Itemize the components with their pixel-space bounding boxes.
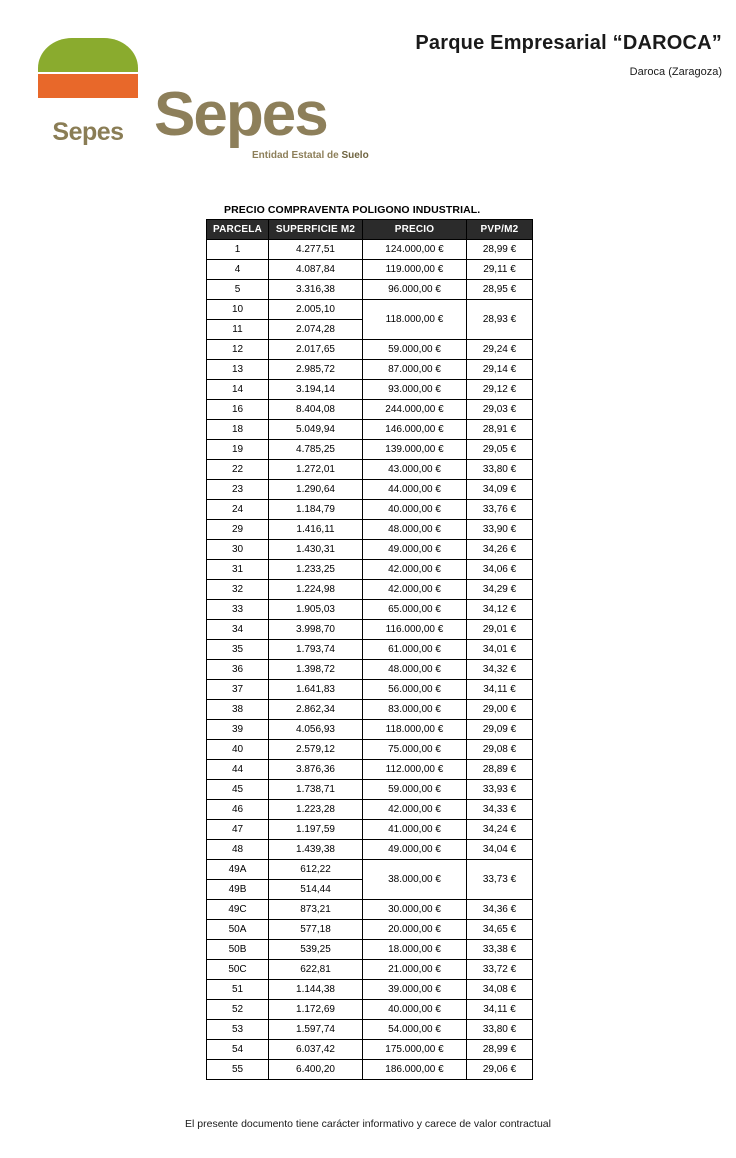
cell-pvp: 34,33 € bbox=[467, 800, 533, 820]
column-header-precio: PRECIO bbox=[363, 220, 467, 240]
cell-parcela: 12 bbox=[207, 340, 269, 360]
cell-precio: 118.000,00 € bbox=[363, 300, 467, 340]
cell-parcela: 50C bbox=[207, 960, 269, 980]
cell-superficie: 3.316,38 bbox=[269, 280, 363, 300]
cell-parcela: 16 bbox=[207, 400, 269, 420]
sepes-logo-wordmark: Sepes bbox=[154, 80, 327, 149]
cell-pvp: 29,05 € bbox=[467, 440, 533, 460]
cell-superficie: 514,44 bbox=[269, 880, 363, 900]
cell-parcela: 30 bbox=[207, 540, 269, 560]
cell-superficie: 1.223,28 bbox=[269, 800, 363, 820]
cell-precio: 48.000,00 € bbox=[363, 520, 467, 540]
cell-pvp: 29,24 € bbox=[467, 340, 533, 360]
cell-precio: 42.000,00 € bbox=[363, 580, 467, 600]
cell-precio: 118.000,00 € bbox=[363, 720, 467, 740]
table-row bbox=[207, 580, 533, 600]
cell-pvp: 34,65 € bbox=[467, 920, 533, 940]
cell-precio: 83.000,00 € bbox=[363, 700, 467, 720]
cell-pvp: 34,04 € bbox=[467, 840, 533, 860]
column-header-parcela: PARCELA bbox=[207, 220, 269, 240]
cell-precio: 42.000,00 € bbox=[363, 800, 467, 820]
cell-precio: 124.000,00 € bbox=[363, 240, 467, 260]
cell-precio: 146.000,00 € bbox=[363, 420, 467, 440]
cell-superficie: 1.233,25 bbox=[269, 560, 363, 580]
cell-parcela: 40 bbox=[207, 740, 269, 760]
cell-precio: 48.000,00 € bbox=[363, 660, 467, 680]
cell-superficie: 1.398,72 bbox=[269, 660, 363, 680]
cell-parcela: 50A bbox=[207, 920, 269, 940]
cell-precio: 87.000,00 € bbox=[363, 360, 467, 380]
table-row bbox=[207, 860, 533, 880]
cell-pvp: 29,09 € bbox=[467, 720, 533, 740]
price-table-section bbox=[206, 204, 532, 1080]
cell-superficie: 4.277,51 bbox=[269, 240, 363, 260]
table-row bbox=[207, 960, 533, 980]
cell-pvp: 34,26 € bbox=[467, 540, 533, 560]
cell-parcela: 55 bbox=[207, 1060, 269, 1080]
table-row bbox=[207, 940, 533, 960]
table-row bbox=[207, 260, 533, 280]
cell-superficie: 6.037,42 bbox=[269, 1040, 363, 1060]
cell-precio: 61.000,00 € bbox=[363, 640, 467, 660]
document-header bbox=[0, 0, 736, 180]
cell-precio: 49.000,00 € bbox=[363, 540, 467, 560]
cell-precio: 116.000,00 € bbox=[363, 620, 467, 640]
cell-parcela: 10 bbox=[207, 300, 269, 320]
cell-superficie: 1.439,38 bbox=[269, 840, 363, 860]
cell-pvp: 28,93 € bbox=[467, 300, 533, 340]
sepes-logo-mark-icon bbox=[38, 38, 138, 114]
cell-superficie: 1.597,74 bbox=[269, 1020, 363, 1040]
cell-superficie: 612,22 bbox=[269, 860, 363, 880]
cell-superficie: 1.430,31 bbox=[269, 540, 363, 560]
table-row bbox=[207, 480, 533, 500]
table-row bbox=[207, 400, 533, 420]
cell-precio: 175.000,00 € bbox=[363, 1040, 467, 1060]
cell-precio: 21.000,00 € bbox=[363, 960, 467, 980]
cell-superficie: 1.738,71 bbox=[269, 780, 363, 800]
cell-superficie: 6.400,20 bbox=[269, 1060, 363, 1080]
cell-superficie: 1.416,11 bbox=[269, 520, 363, 540]
cell-precio: 93.000,00 € bbox=[363, 380, 467, 400]
cell-superficie: 2.862,34 bbox=[269, 700, 363, 720]
cell-superficie: 2.074,28 bbox=[269, 320, 363, 340]
table-row bbox=[207, 920, 533, 940]
cell-parcela: 11 bbox=[207, 320, 269, 340]
cell-parcela: 5 bbox=[207, 280, 269, 300]
table-row bbox=[207, 300, 533, 320]
cell-superficie: 622,81 bbox=[269, 960, 363, 980]
cell-parcela: 13 bbox=[207, 360, 269, 380]
cell-superficie: 1.290,64 bbox=[269, 480, 363, 500]
cell-pvp: 34,24 € bbox=[467, 820, 533, 840]
cell-parcela: 51 bbox=[207, 980, 269, 1000]
table-row bbox=[207, 780, 533, 800]
cell-parcela: 24 bbox=[207, 500, 269, 520]
table-row bbox=[207, 800, 533, 820]
cell-precio: 18.000,00 € bbox=[363, 940, 467, 960]
cell-precio: 119.000,00 € bbox=[363, 260, 467, 280]
cell-pvp: 34,06 € bbox=[467, 560, 533, 580]
table-row bbox=[207, 840, 533, 860]
cell-precio: 40.000,00 € bbox=[363, 500, 467, 520]
cell-parcela: 46 bbox=[207, 800, 269, 820]
cell-parcela: 34 bbox=[207, 620, 269, 640]
cell-precio: 112.000,00 € bbox=[363, 760, 467, 780]
cell-pvp: 28,99 € bbox=[467, 240, 533, 260]
column-header-superficie: SUPERFICIE M2 bbox=[269, 220, 363, 240]
cell-pvp: 34,29 € bbox=[467, 580, 533, 600]
cell-superficie: 4.056,93 bbox=[269, 720, 363, 740]
cell-parcela: 49A bbox=[207, 860, 269, 880]
table-row bbox=[207, 1060, 533, 1080]
cell-pvp: 29,14 € bbox=[467, 360, 533, 380]
cell-pvp: 34,36 € bbox=[467, 900, 533, 920]
cell-parcela: 33 bbox=[207, 600, 269, 620]
cell-pvp: 29,08 € bbox=[467, 740, 533, 760]
table-row bbox=[207, 900, 533, 920]
cell-pvp: 34,09 € bbox=[467, 480, 533, 500]
cell-precio: 96.000,00 € bbox=[363, 280, 467, 300]
cell-superficie: 5.049,94 bbox=[269, 420, 363, 440]
cell-superficie: 3.194,14 bbox=[269, 380, 363, 400]
cell-superficie: 2.985,72 bbox=[269, 360, 363, 380]
table-row bbox=[207, 740, 533, 760]
price-table bbox=[206, 219, 533, 1080]
cell-parcela: 54 bbox=[207, 1040, 269, 1060]
cell-pvp: 33,80 € bbox=[467, 1020, 533, 1040]
cell-pvp: 29,12 € bbox=[467, 380, 533, 400]
cell-precio: 39.000,00 € bbox=[363, 980, 467, 1000]
cell-superficie: 577,18 bbox=[269, 920, 363, 940]
table-row bbox=[207, 540, 533, 560]
table-row bbox=[207, 280, 533, 300]
page-title: Parque Empresarial “DAROCA” bbox=[415, 32, 722, 54]
table-row bbox=[207, 600, 533, 620]
cell-pvp: 34,32 € bbox=[467, 660, 533, 680]
cell-parcela: 35 bbox=[207, 640, 269, 660]
table-row bbox=[207, 660, 533, 680]
cell-parcela: 14 bbox=[207, 380, 269, 400]
cell-parcela: 53 bbox=[207, 1020, 269, 1040]
cell-precio: 56.000,00 € bbox=[363, 680, 467, 700]
cell-parcela: 19 bbox=[207, 440, 269, 460]
cell-pvp: 34,11 € bbox=[467, 680, 533, 700]
cell-precio: 49.000,00 € bbox=[363, 840, 467, 860]
table-row bbox=[207, 640, 533, 660]
cell-precio: 186.000,00 € bbox=[363, 1060, 467, 1080]
cell-parcela: 38 bbox=[207, 700, 269, 720]
table-caption: PRECIO COMPRAVENTA POLIGONO INDUSTRIAL. bbox=[224, 204, 481, 216]
cell-parcela: 52 bbox=[207, 1000, 269, 1020]
cell-parcela: 37 bbox=[207, 680, 269, 700]
cell-pvp: 34,08 € bbox=[467, 980, 533, 1000]
cell-parcela: 39 bbox=[207, 720, 269, 740]
cell-pvp: 33,38 € bbox=[467, 940, 533, 960]
page-subtitle: Daroca (Zaragoza) bbox=[629, 66, 722, 78]
cell-pvp: 34,01 € bbox=[467, 640, 533, 660]
cell-superficie: 1.184,79 bbox=[269, 500, 363, 520]
cell-precio: 54.000,00 € bbox=[363, 1020, 467, 1040]
cell-precio: 40.000,00 € bbox=[363, 1000, 467, 1020]
cell-pvp: 28,99 € bbox=[467, 1040, 533, 1060]
cell-parcela: 45 bbox=[207, 780, 269, 800]
column-header-pvp: PVP/M2 bbox=[467, 220, 533, 240]
cell-pvp: 28,89 € bbox=[467, 760, 533, 780]
cell-superficie: 2.005,10 bbox=[269, 300, 363, 320]
cell-superficie: 1.224,98 bbox=[269, 580, 363, 600]
cell-parcela: 50B bbox=[207, 940, 269, 960]
cell-parcela: 49C bbox=[207, 900, 269, 920]
sepes-logo-subtitle bbox=[252, 150, 369, 161]
cell-superficie: 873,21 bbox=[269, 900, 363, 920]
cell-pvp: 33,90 € bbox=[467, 520, 533, 540]
cell-pvp: 28,95 € bbox=[467, 280, 533, 300]
cell-parcela: 31 bbox=[207, 560, 269, 580]
table-row bbox=[207, 440, 533, 460]
cell-pvp: 34,12 € bbox=[467, 600, 533, 620]
table-row bbox=[207, 560, 533, 580]
price-table-body bbox=[207, 240, 533, 1080]
table-row bbox=[207, 380, 533, 400]
cell-parcela: 1 bbox=[207, 240, 269, 260]
table-row bbox=[207, 360, 533, 380]
cell-superficie: 8.404,08 bbox=[269, 400, 363, 420]
cell-pvp: 28,91 € bbox=[467, 420, 533, 440]
sepes-logo-subtitle-part2: Suelo bbox=[341, 150, 369, 161]
cell-parcela: 22 bbox=[207, 460, 269, 480]
footer-note: El presente documento tiene carácter informativo y carece de valor contractual bbox=[185, 1118, 551, 1130]
cell-precio: 75.000,00 € bbox=[363, 740, 467, 760]
cell-superficie: 1.144,38 bbox=[269, 980, 363, 1000]
cell-parcela: 44 bbox=[207, 760, 269, 780]
cell-precio: 42.000,00 € bbox=[363, 560, 467, 580]
cell-precio: 41.000,00 € bbox=[363, 820, 467, 840]
table-row bbox=[207, 620, 533, 640]
table-row bbox=[207, 340, 533, 360]
table-row bbox=[207, 720, 533, 740]
table-row bbox=[207, 1020, 533, 1040]
cell-pvp: 29,06 € bbox=[467, 1060, 533, 1080]
cell-parcela: 47 bbox=[207, 820, 269, 840]
cell-pvp: 34,11 € bbox=[467, 1000, 533, 1020]
cell-precio: 244.000,00 € bbox=[363, 400, 467, 420]
table-row bbox=[207, 520, 533, 540]
cell-precio: 20.000,00 € bbox=[363, 920, 467, 940]
cell-precio: 65.000,00 € bbox=[363, 600, 467, 620]
cell-superficie: 1.197,59 bbox=[269, 820, 363, 840]
cell-superficie: 1.641,83 bbox=[269, 680, 363, 700]
cell-parcela: 23 bbox=[207, 480, 269, 500]
cell-precio: 139.000,00 € bbox=[363, 440, 467, 460]
cell-superficie: 4.785,25 bbox=[269, 440, 363, 460]
cell-superficie: 539,25 bbox=[269, 940, 363, 960]
cell-parcela: 49B bbox=[207, 880, 269, 900]
cell-superficie: 3.998,70 bbox=[269, 620, 363, 640]
cell-superficie: 1.905,03 bbox=[269, 600, 363, 620]
table-row bbox=[207, 1000, 533, 1020]
cell-superficie: 4.087,84 bbox=[269, 260, 363, 280]
cell-precio: 59.000,00 € bbox=[363, 340, 467, 360]
table-header-row bbox=[207, 220, 533, 240]
cell-pvp: 29,00 € bbox=[467, 700, 533, 720]
sepes-logo bbox=[14, 22, 374, 177]
cell-pvp: 33,93 € bbox=[467, 780, 533, 800]
cell-precio: 38.000,00 € bbox=[363, 860, 467, 900]
cell-precio: 30.000,00 € bbox=[363, 900, 467, 920]
table-row bbox=[207, 1040, 533, 1060]
cell-pvp: 29,11 € bbox=[467, 260, 533, 280]
cell-precio: 44.000,00 € bbox=[363, 480, 467, 500]
cell-pvp: 29,01 € bbox=[467, 620, 533, 640]
table-row bbox=[207, 980, 533, 1000]
cell-pvp: 33,80 € bbox=[467, 460, 533, 480]
table-row bbox=[207, 760, 533, 780]
cell-precio: 43.000,00 € bbox=[363, 460, 467, 480]
cell-superficie: 1.793,74 bbox=[269, 640, 363, 660]
sepes-logo-mark-text: Sepes bbox=[52, 118, 124, 146]
table-row bbox=[207, 460, 533, 480]
cell-parcela: 48 bbox=[207, 840, 269, 860]
cell-superficie: 3.876,36 bbox=[269, 760, 363, 780]
table-row bbox=[207, 500, 533, 520]
cell-superficie: 1.172,69 bbox=[269, 1000, 363, 1020]
cell-parcela: 32 bbox=[207, 580, 269, 600]
sepes-logo-subtitle-part1: Entidad Estatal de bbox=[252, 150, 342, 161]
cell-parcela: 36 bbox=[207, 660, 269, 680]
cell-pvp: 33,72 € bbox=[467, 960, 533, 980]
cell-parcela: 4 bbox=[207, 260, 269, 280]
table-row bbox=[207, 420, 533, 440]
cell-superficie: 2.017,65 bbox=[269, 340, 363, 360]
cell-parcela: 29 bbox=[207, 520, 269, 540]
cell-pvp: 29,03 € bbox=[467, 400, 533, 420]
cell-parcela: 18 bbox=[207, 420, 269, 440]
table-row bbox=[207, 820, 533, 840]
cell-pvp: 33,76 € bbox=[467, 500, 533, 520]
cell-pvp: 33,73 € bbox=[467, 860, 533, 900]
cell-superficie: 2.579,12 bbox=[269, 740, 363, 760]
table-row bbox=[207, 700, 533, 720]
cell-superficie: 1.272,01 bbox=[269, 460, 363, 480]
cell-precio: 59.000,00 € bbox=[363, 780, 467, 800]
table-row bbox=[207, 680, 533, 700]
table-row bbox=[207, 240, 533, 260]
